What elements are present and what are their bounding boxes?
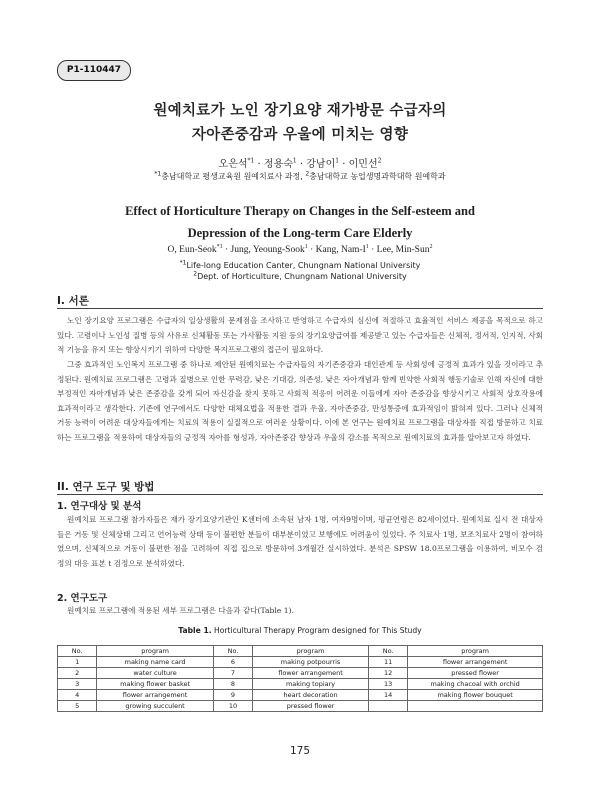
table-cell: flower arrangement bbox=[253, 668, 369, 679]
korean-affiliations bbox=[0, 171, 600, 182]
english-author-4: Lee, Min-Sun bbox=[376, 245, 430, 255]
table-cell: growing succulent bbox=[97, 701, 214, 712]
table-cell: 1 bbox=[58, 657, 97, 668]
author-separator: · bbox=[368, 245, 377, 255]
table-cell: 6 bbox=[213, 657, 252, 668]
korean-author-1-sup: *1 bbox=[247, 157, 255, 165]
english-author-3-sup: 1 bbox=[365, 243, 369, 250]
methods-heading: II. 연구 도구 및 방법 bbox=[57, 481, 155, 493]
intro-paragraph-1: 노인 장기요양 프로그램은 수급자의 일상생활의 문제점을 조사하고 반영하고 수급자의 심신에 적절하고 효율적인 서비스 제공을 목적으로 하고 있다. 고령이나 노인성 질병 등의 사유로 신체활동 또는 가사활동 지원 등의 장기요양급여를 제공받고 있는 수급자들은 신체적, 정서적, 인지적, 사회적 기능을 유지 또는 향상시키기 위하여 다양한 복지프로그램의 접근이 필요하다. bbox=[57, 316, 543, 355]
table-cell: 5 bbox=[58, 701, 97, 712]
korean-author-2: 정용숙 bbox=[263, 159, 293, 170]
english-author-1-sup: *1 bbox=[216, 243, 223, 250]
english-author-1: O, Eun-Seok bbox=[167, 245, 217, 255]
page-number: 175 bbox=[289, 745, 311, 757]
english-title bbox=[0, 200, 600, 244]
table-row bbox=[58, 668, 543, 679]
english-author-2-sup: 1 bbox=[304, 243, 308, 250]
table-caption-text: Horticultural Therapy Program designed for This Study bbox=[211, 626, 422, 635]
table-cell: making chacoal with orchid bbox=[408, 679, 543, 690]
table-cell: 3 bbox=[58, 679, 97, 690]
table-header-cell: No. bbox=[58, 646, 97, 657]
table-cell: making flower basket bbox=[97, 679, 214, 690]
author-separator: · bbox=[296, 159, 307, 170]
english-affiliations bbox=[0, 260, 600, 282]
table-header-cell: program bbox=[408, 646, 543, 657]
korean-author-3: 강남이 bbox=[306, 159, 336, 170]
table-header-cell: program bbox=[253, 646, 369, 657]
english-authors bbox=[0, 245, 600, 255]
english-author-2: Jung, Yeoung-Sook bbox=[230, 245, 305, 255]
table-cell: 12 bbox=[368, 668, 407, 679]
korean-title bbox=[0, 99, 600, 147]
table-cell: making potpourris bbox=[253, 657, 369, 668]
korean-title-line2: 자아존중감과 우울에 미치는 영향 bbox=[191, 126, 409, 143]
table-cell bbox=[368, 701, 407, 712]
english-title-line2: Depression of the Long-term Care Elderly bbox=[187, 226, 413, 240]
english-aff2-sup: 2 bbox=[193, 270, 198, 278]
table-cell: 2 bbox=[58, 668, 97, 679]
table-cell: 11 bbox=[368, 657, 407, 668]
author-separator: · bbox=[339, 159, 349, 170]
korean-aff2-sup: 2 bbox=[305, 170, 310, 178]
english-title-line1: Effect of Horticulture Therapy on Changes in the Self-esteem and bbox=[125, 204, 475, 218]
table-cell: flower arrangement bbox=[408, 657, 543, 668]
table-header-cell: program bbox=[97, 646, 214, 657]
table-row bbox=[58, 690, 543, 701]
program-table bbox=[57, 645, 543, 712]
table-cell: pressed flower bbox=[408, 668, 543, 679]
subsection-1-paragraph: 원예치료 프로그램 참가자들은 재가 장기요양기관인 K센터에 소속된 남자 1명, 여자9명이며, 평균연령은 82세이었다. 원예치료 실시 전 대상자들은 거동 및 신체상태 그리고 언어능력 상태 등이 불편한 분들이 대부분이었고 보행에도 어려움이 있었다. 주 치료사 1명, 보조치료사 2명이 참여하였으며, 신체적으로 거동이 불편한 점을 고려하여 직접 집으로 방문하여 3개월간 실시하였다. 분석은 SPSW 18.0프로그램을 이용하여, 비모수 검정의 대응 표본 t 검정으로 분석하였다. bbox=[57, 515, 543, 568]
korean-affiliation-2: 충남대학교 농업생명과학대학 원예학과 bbox=[309, 172, 446, 181]
intro-heading: I. 서론 bbox=[57, 295, 89, 307]
english-author-3: Kang, Nam-I bbox=[315, 245, 366, 255]
table-header-cell: No. bbox=[368, 646, 407, 657]
author-separator: · bbox=[222, 245, 231, 255]
table-caption bbox=[0, 626, 600, 635]
english-affiliation-1: Life-long Education Canter, Chungnam National University bbox=[186, 261, 421, 270]
english-affiliation-2: Dept. of Horticulture, Chungnam National University bbox=[197, 272, 407, 281]
korean-aff1-sup: *1 bbox=[154, 170, 162, 178]
korean-author-4: 이민선 bbox=[348, 159, 378, 170]
table-cell: flower arrangement bbox=[97, 690, 214, 701]
table-cell: 8 bbox=[213, 679, 252, 690]
table-cell: pressed flower bbox=[253, 701, 369, 712]
table-cell: 9 bbox=[213, 690, 252, 701]
table-cell bbox=[408, 701, 543, 712]
table-cell: 13 bbox=[368, 679, 407, 690]
table-cell: 7 bbox=[213, 668, 252, 679]
table-header-cell: No. bbox=[213, 646, 252, 657]
subsection-1-heading: 1. 연구대상 및 분석 bbox=[57, 501, 142, 512]
korean-author-2-sup: 1 bbox=[292, 157, 297, 165]
table-cell: water culture bbox=[97, 668, 214, 679]
table-cell: 10 bbox=[213, 701, 252, 712]
table-cell: making name card bbox=[97, 657, 214, 668]
table-row bbox=[58, 701, 543, 712]
korean-affiliation-1: 충남대학교 평생교육원 원예치료사 과정, bbox=[161, 172, 303, 181]
english-aff1-sup: *1 bbox=[179, 259, 187, 267]
intro-paragraph-2: 그중 효과적인 노인복지 프로그램 중 하나로 제안된 원예치료는 수급자들의 자기존중감과 대인관계 등 사회성에 긍정적 효과가 있을 것이라고 추정된다. 원예치료 프로그램은 고령과 질병으로 인한 무력감, 낮은 기대감, 의존성, 낮은 자아개념과 함께 빈약한 사회적 행동기술로 인해 자신에 대한 부정적인 자아개념과 낮은 존중감을 갖게 되어 자신감을 찾지 못하고 사회적 적응이 어려운 이들에게 자아 존중감을 향상시키고 사회적 상호작용에 효과적이라고 생각한다. 기존에 연구에서도 다양한 대체요법을 적용한 결과 우울, 자아존중감, 만성통증에 효과적임이 밝혀져 있다. 그러나 신체적 거동 능력이 어려운 대상자들에게는 치료의 적용이 실질적으로 여러운 상황이다. 이에 본 연구는 원예치료 프로그램을 대상자를 직접 방문하고 치료하는 프로그램을 적용하여 대상자들의 긍정적 자아를 형성과, 자아존중감 향상과 우울의 감소를 목적으로 원예치료의 효과를 알아보고자 하였다. bbox=[57, 360, 543, 442]
table-row bbox=[58, 679, 543, 690]
korean-author-1: 오은석 bbox=[218, 159, 248, 170]
korean-author-3-sup: 1 bbox=[335, 157, 340, 165]
korean-title-line1: 원예치료가 노인 장기요양 재가방문 수급자의 bbox=[153, 102, 447, 119]
table-cell: 14 bbox=[368, 690, 407, 701]
table-header-row bbox=[58, 646, 543, 657]
table-caption-label: Table 1. bbox=[178, 626, 212, 635]
author-separator: · bbox=[307, 245, 316, 255]
abstract-id-badge: P1-110447 bbox=[57, 60, 131, 81]
korean-authors bbox=[0, 155, 600, 170]
table-cell: 4 bbox=[58, 690, 97, 701]
table-row bbox=[58, 657, 543, 668]
table-cell: making flower bouquet bbox=[408, 690, 543, 701]
table-cell: making topiary bbox=[253, 679, 369, 690]
table-cell: heart decoration bbox=[253, 690, 369, 701]
subsection-2-heading: 2. 연구도구 bbox=[57, 593, 108, 604]
korean-author-4-sup: 2 bbox=[377, 157, 382, 165]
english-author-4-sup: 2 bbox=[429, 243, 433, 250]
author-separator: · bbox=[254, 159, 264, 170]
subsection-2-paragraph: 원예치료 프로그램에 적용된 세부 프로그램은 다음과 같다(Table 1). bbox=[67, 606, 294, 615]
